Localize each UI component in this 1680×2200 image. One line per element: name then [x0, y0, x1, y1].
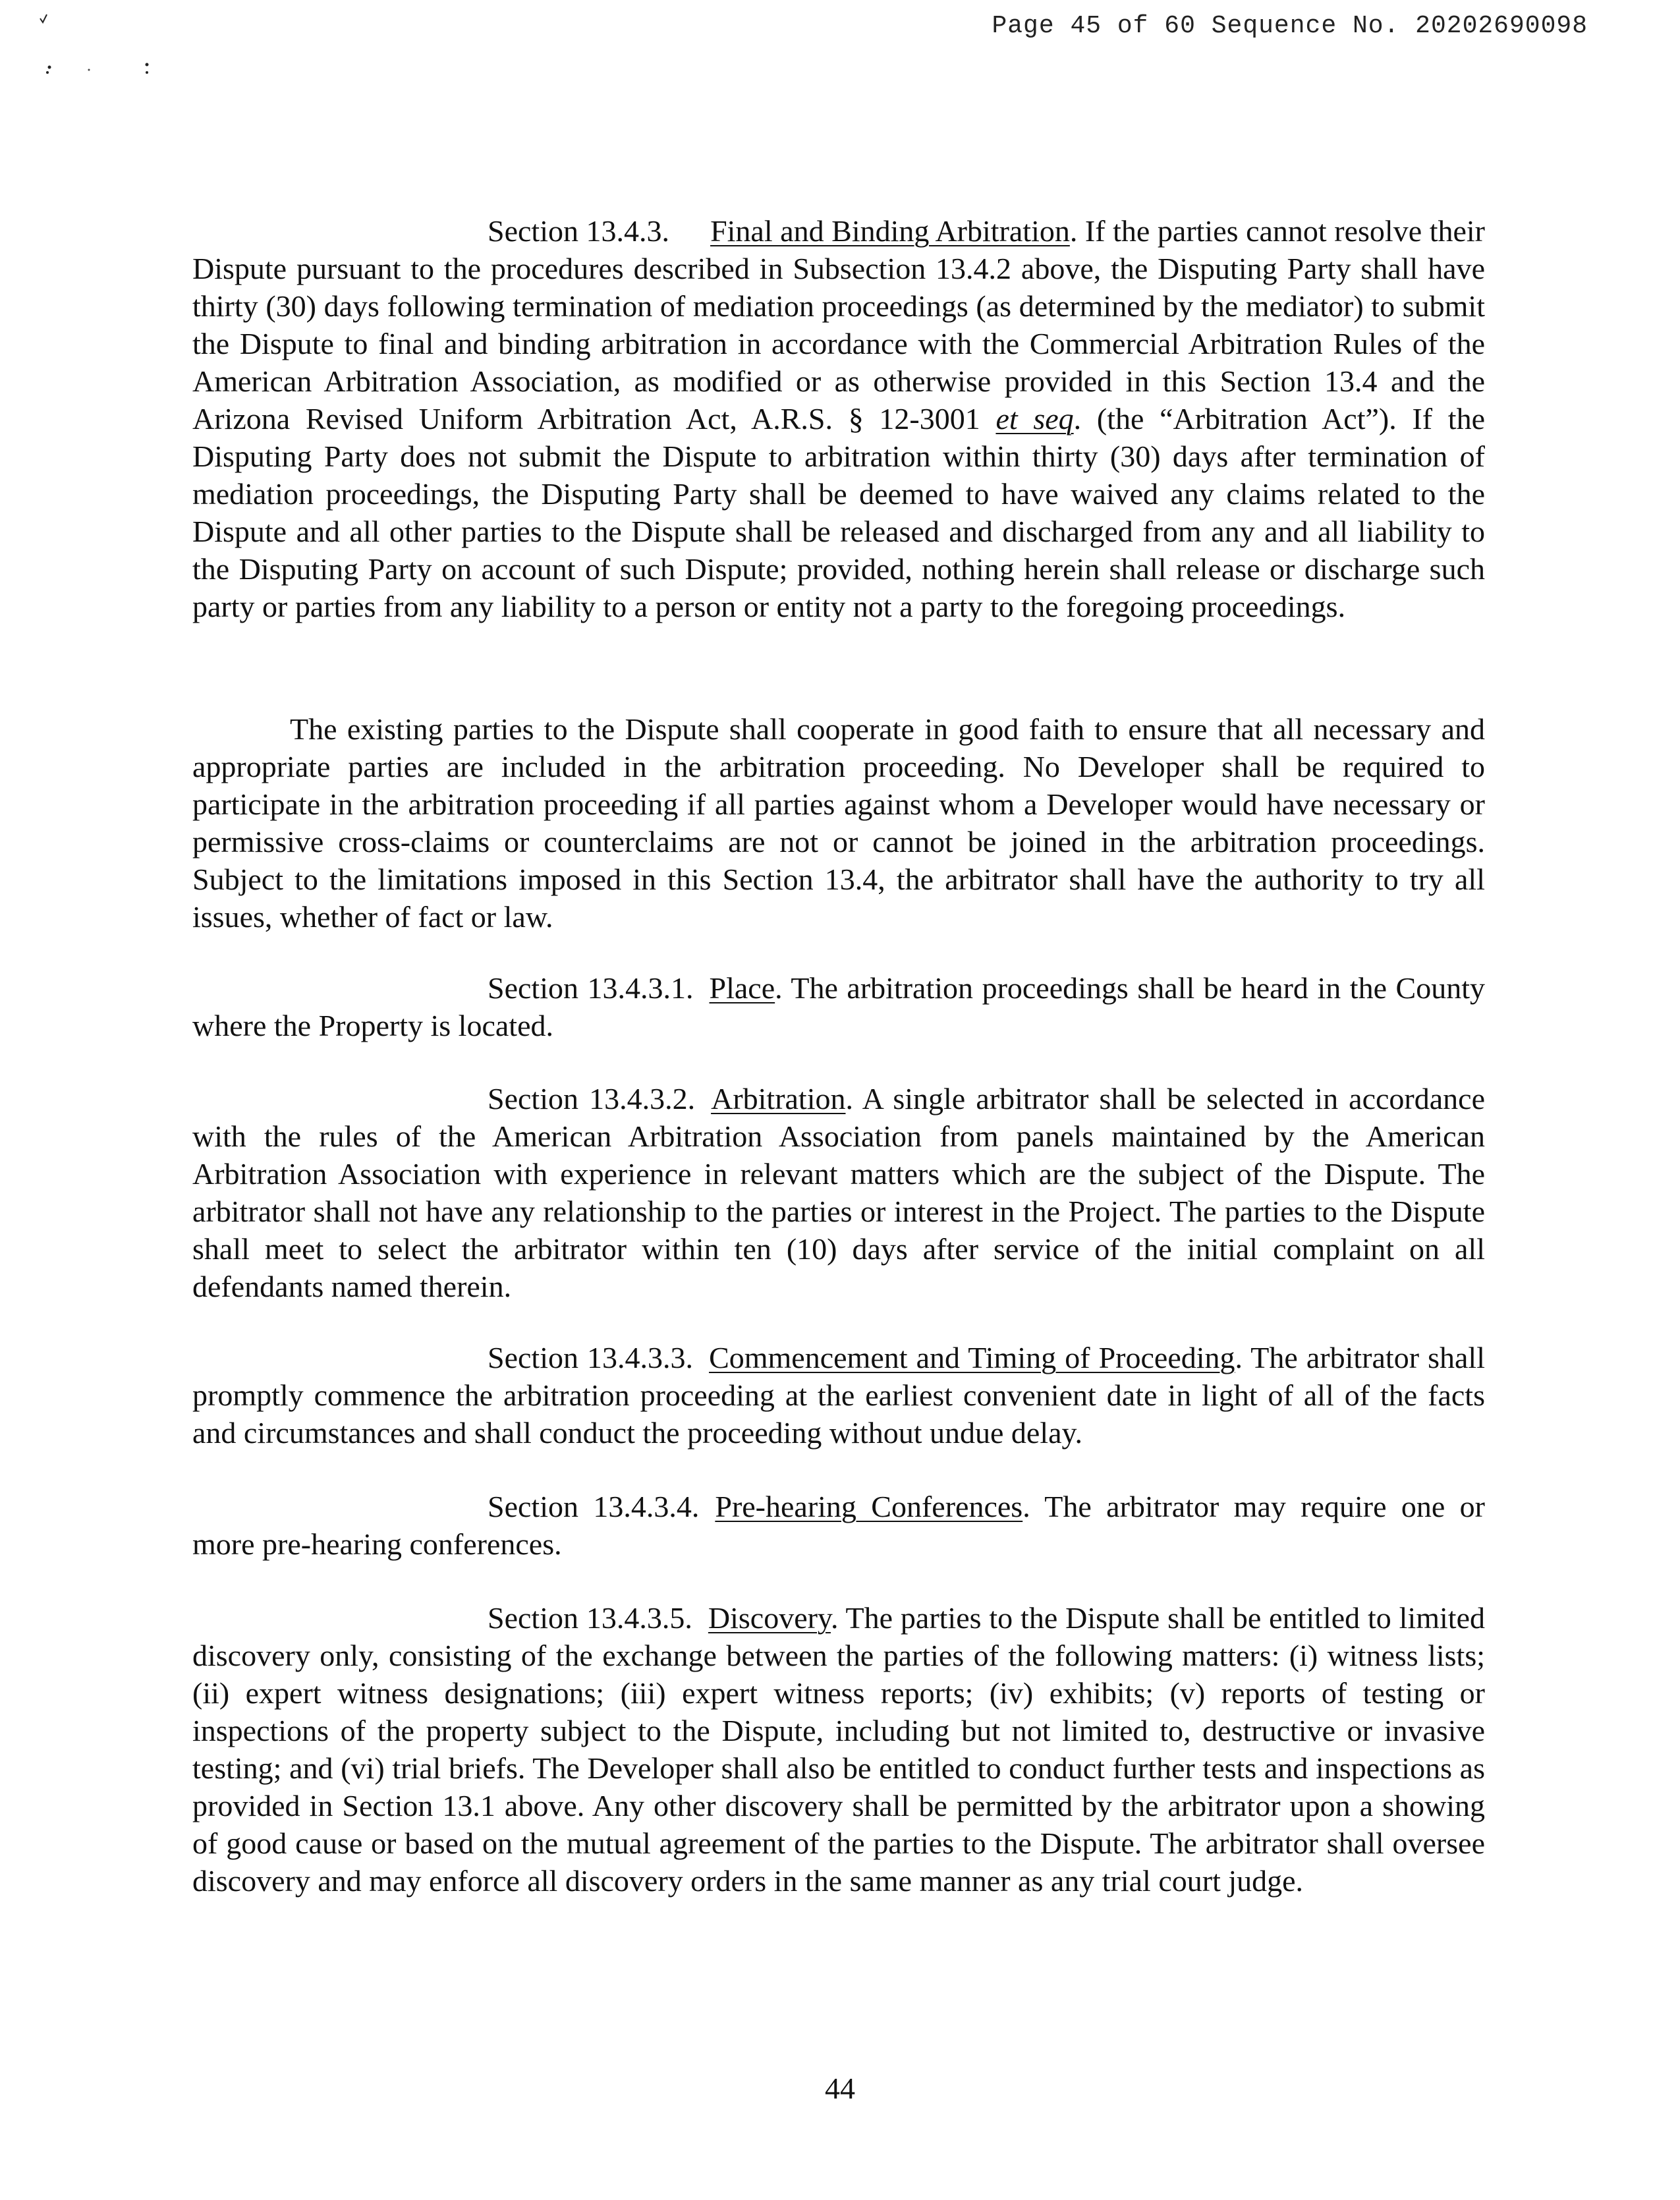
- scan-speck-marks: [36, 7, 168, 86]
- paragraph-text: The existing parties to the Dispute shall cooperate in good faith to ensure that all necessary and appropriate parties are included in the arbitration proceeding. No Developer shall be required to participate in the arbitration proceeding if all parties against whom a Developer would have necessary or permissive cross-claims or counterclaims are not or cannot be joined in the arbitration proceedings. Subject to the limitations imposed in this Section 13.4, the arbitrator shall have the authority to try all issues, whether of fact or law.: [192, 712, 1485, 934]
- section-number: Section 13.4.3.4.: [488, 1490, 700, 1523]
- section-text-continued: . (the “Arbitration Act”). If the Disputing Party does not submit the Dispute to arbitration within thirty (30) days after termination of mediation proceedings, the Disputing Party shall be deemed to have waived any claims related to the Dispute and all other parties to the Dispute shall be released and discharged from any and all liability to the Disputing Party on account of such Dispute; provided, nothing herein shall release or discharge such party or parties from any liability to a person or entity not a party to the foregoing proceedings.: [192, 402, 1485, 623]
- section-13-4-3-1: [192, 969, 1485, 1044]
- section-13-4-3-5: [192, 1599, 1485, 1900]
- section-heading: Discovery: [708, 1601, 831, 1635]
- section-text: . The arbitrator may require one or more pre-hearing conferences.: [192, 1490, 1485, 1561]
- page-number: 44: [825, 2072, 855, 2105]
- section-text: . The arbitration proceedings shall be heard in the County where the Property is located.: [192, 971, 1485, 1042]
- section-number: Section 13.4.3.3.: [488, 1341, 694, 1374]
- section-text: . The arbitrator shall promptly commence the arbitration proceeding at the earliest convenient date in light of all of the facts and circumstances and shall conduct the proceeding without undue delay.: [192, 1341, 1485, 1450]
- section-text: . A single arbitrator shall be selected in accordance with the rules of the American Arbitration Association from panels maintained by the American Arbitration Association with experience in relevant matters which are the subject of the Dispute. The arbitrator shall not have any relationship to the parties or interest in the Project. The parties to the Dispute shall meet to select the arbitrator within ten (10) days after service of the initial complaint on all defendants named therein.: [192, 1082, 1485, 1303]
- section-13-4-3-3: [192, 1339, 1485, 1452]
- page-sequence-stamp: Page 45 of 60 Sequence No. 20202690098: [992, 12, 1588, 40]
- section-number: Section 13.4.3.5.: [488, 1601, 692, 1635]
- section-heading: Pre-hearing Conferences: [715, 1490, 1023, 1523]
- section-text: . If the parties cannot resolve their Dispute pursuant to the procedures described in Subsection 13.4.2 above, the Disputing Party shall have thirty (30) days following termination of mediation proceedings (as determined by the mediator) to submit the Dispute to final and binding arbitration in accordance with the Commercial Arbitration Rules of the American Arbitration Association, as modified or as otherwise provided in this Section 13.4 and the Arizona Revised Uniform Arbitration Act, A.R.S. § 12-3001: [192, 214, 1485, 436]
- citation-text: et seq: [995, 402, 1074, 436]
- section-heading: Commencement and Timing of Proceeding: [709, 1341, 1235, 1374]
- section-13-4-3-2: [192, 1080, 1485, 1305]
- section-heading: Arbitration: [711, 1082, 846, 1115]
- section-13-4-3: [192, 212, 1485, 625]
- section-number: Section 13.4.3.: [488, 214, 670, 248]
- parties-cooperation-paragraph: [192, 710, 1485, 936]
- section-number: Section 13.4.3.2.: [488, 1082, 696, 1115]
- section-number: Section 13.4.3.1.: [488, 971, 694, 1005]
- section-text: . The parties to the Dispute shall be entitled to limited discovery only, consisting of the exchange between the parties of the following matters: (i) witness lists; (ii) expert witness designations; (iii) expert witness reports; (iv) exhibits; (v) reports of testing or inspections of the property subject to the Dispute, including but not limited to, destructive or invasive testing; and (vi) trial briefs. The Developer shall also be entitled to conduct further tests and inspections as provided in Section 13.1 above. Any other discovery shall be permitted by the arbitrator upon a showing of good cause or based on the mutual agreement of the parties to the Dispute. The arbitrator shall oversee discovery and may enforce all discovery orders in the same manner as any trial court judge.: [192, 1601, 1485, 1898]
- section-heading: Place: [709, 971, 775, 1005]
- section-heading: Final and Binding Arbitration: [710, 214, 1070, 248]
- section-13-4-3-4: [192, 1488, 1485, 1563]
